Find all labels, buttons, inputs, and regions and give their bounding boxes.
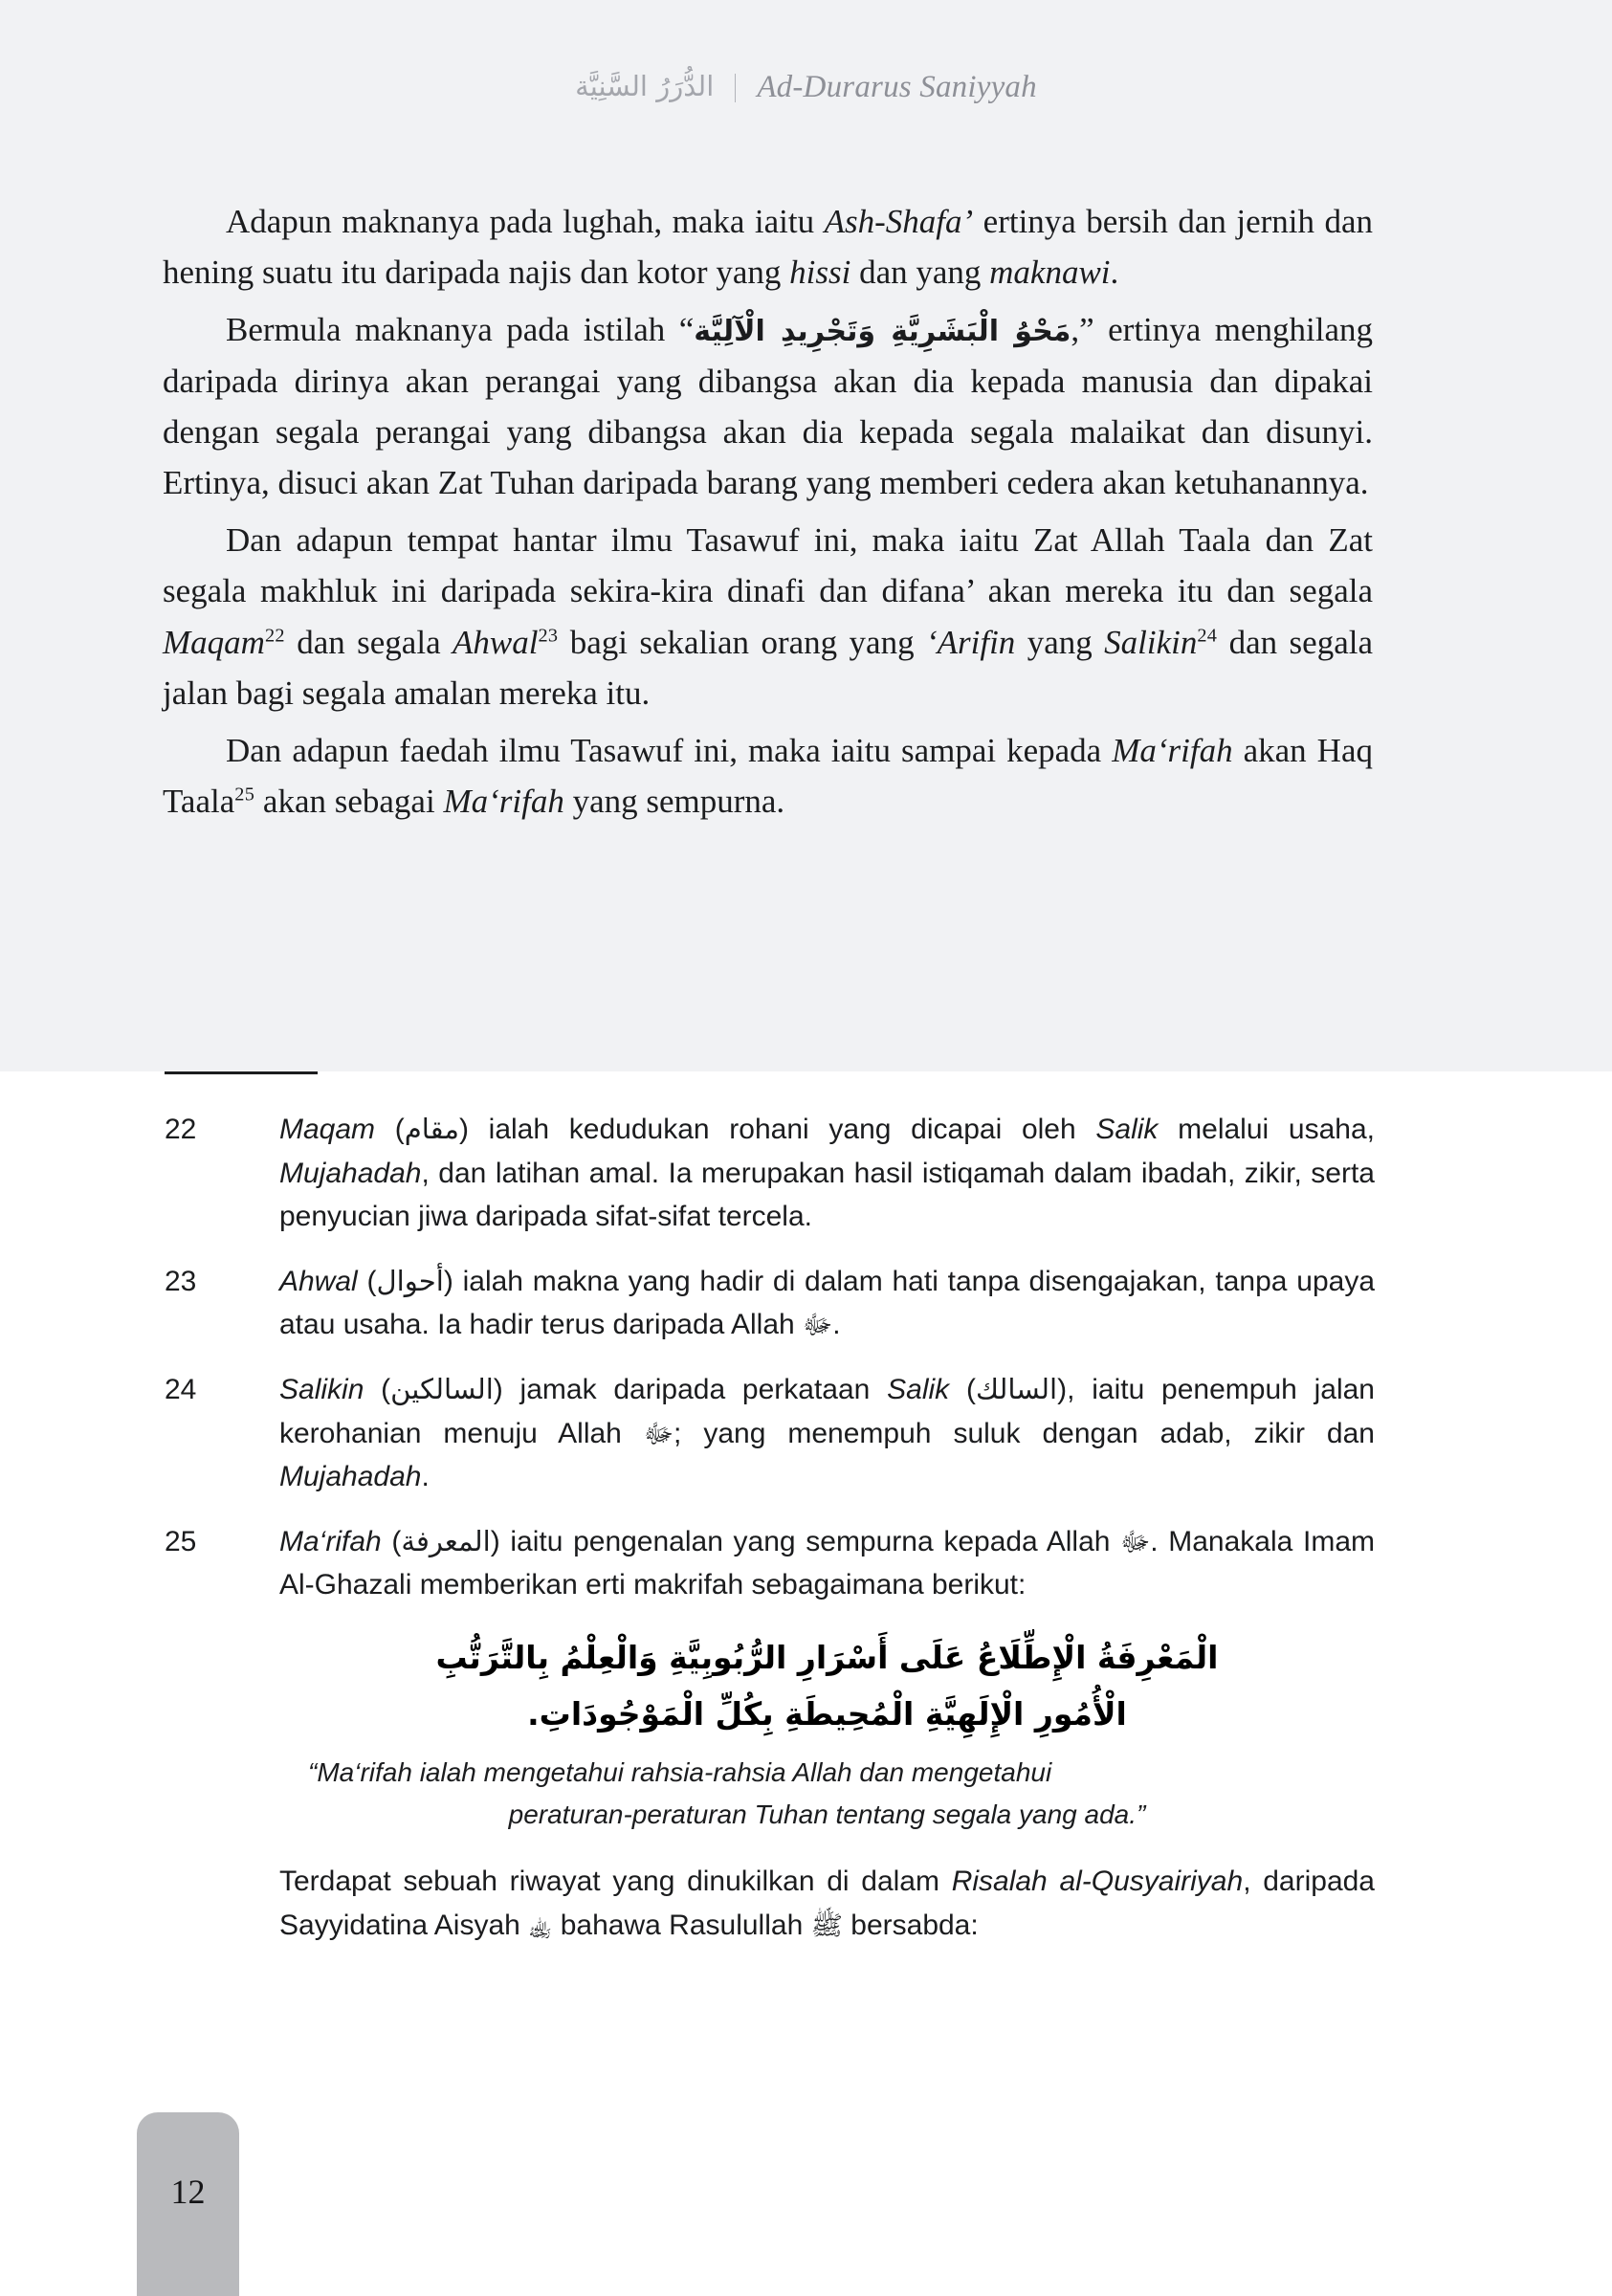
plain-text: bahawa Rasulullah [552, 1909, 811, 1941]
footnote-marker: 23 [538, 624, 559, 646]
quote-translation [165, 1752, 1375, 1835]
plain-text: ) ialah makna yang hadir di dalam hati tanpa disengajakan, tanpa upaya atau usaha. Ia hadir terus daripada Allah [279, 1265, 1376, 1341]
honorific-glyph: ﷻ [643, 1417, 674, 1449]
arabic-quote-line: الْأُمُورِ الْإِلَهِيَّةِ الْمُحِيطَةِ بِكُلِّ الْمَوْجُودَاتِ. [527, 1694, 1127, 1733]
plain-text: ( [364, 1373, 391, 1405]
plain-text: ) iaitu pengenalan yang sempurna kepada Allah [490, 1525, 1121, 1557]
plain-text: . [832, 1309, 841, 1341]
plain-text: . [421, 1461, 430, 1493]
footnote-item [165, 1260, 1375, 1347]
plain-text: ) jamak daripada perkataan [493, 1373, 888, 1405]
honorific-glyph: ﵀ [528, 1909, 553, 1941]
book-arabic-logo: الدُّرَرُ السَّنِيَّة [575, 69, 715, 102]
emphasis-text: Ma‘rifah [1112, 731, 1233, 769]
plain-text: yang sempurna. [563, 783, 785, 821]
page-number: 12 [170, 2173, 206, 2211]
body-text-column [163, 196, 1373, 833]
emphasis-text: Mujahadah [279, 1157, 422, 1189]
footnote-tail-paragraph [165, 1860, 1375, 1947]
footnote-number: 23 [165, 1265, 197, 1297]
honorific-glyph: ﷻ [1120, 1525, 1151, 1557]
emphasis-text: hissi [789, 254, 851, 292]
body-paragraph [163, 196, 1373, 298]
plain-text: bagi sekalian orang yang [558, 623, 926, 661]
honorific-glyph: ﷺ [810, 1909, 843, 1941]
emphasis-text: Salikin [279, 1373, 364, 1405]
plain-text: Dan adapun tempat hantar ilmu Tasawuf ini, maka iaitu Zat Allah Taala dan Zat segala makhluk ini daripada sekira-kira dinafi dan difana’ akan mereka itu dan segala [163, 521, 1373, 610]
page-number-tab [137, 2112, 239, 2296]
plain-text: ,” ertinya menghilang daripada dirinya akan perangai yang dibangsa akan dia kepada manusia dan dipakai dengan segala perangai yang dibangsa akan dia kepada segala malaikat dan disunyi. Ertinya, disuci akan Zat Tuhan daripada barang yang memberi cedera akan ketuhanannya. [163, 311, 1373, 501]
arabic-text: المعرفة [401, 1524, 491, 1557]
arabic-text: السالكين [390, 1372, 494, 1405]
footnote-text [279, 1374, 1375, 1492]
plain-text: dan yang [850, 254, 990, 292]
footnote-number: 25 [165, 1525, 197, 1557]
emphasis-text: Ash-Shafa’ [824, 203, 974, 240]
emphasis-text: Maqam [163, 623, 265, 661]
plain-text: , dan latihan amal. Ia merupakan hasil istiqamah dalam ibadah, zikir, serta penyucian jiwa daripada sifat-sifat tercela. [279, 1157, 1375, 1233]
arabic-quote-line: الْمَعْرِفَةُ الْإِطِّلَاعُ عَلَى أَسْرَارِ الرُّبُوبِيَّةِ وَالْعِلْمُ بِالتَّرَتُّبِ [435, 1638, 1219, 1676]
plain-text: . Manakala Imam Al-Ghazali memberikan erti makrifah sebagaimana berikut: [279, 1525, 1375, 1601]
plain-text: ( [375, 1114, 405, 1145]
footnote-text [279, 1114, 1375, 1232]
emphasis-text: maknawi [989, 254, 1111, 292]
emphasis-text: Salik [887, 1373, 950, 1405]
header-divider-icon [735, 74, 736, 102]
emphasis-text: Maqam [279, 1114, 376, 1145]
emphasis-text: Ahwal [453, 623, 539, 661]
plain-text: ( [357, 1265, 377, 1297]
footnote-number: 24 [165, 1373, 197, 1405]
emphasis-text: Salikin [1104, 623, 1198, 661]
plain-text: dan segala jalan bagi segala amalan mereka itu. [163, 623, 1374, 712]
plain-text: ertinya bersih dan jernih dan hening suatu itu daripada najis dan kotor yang [163, 203, 1374, 292]
plain-text: , daripada Sayyidatina Aisyah [279, 1866, 1375, 1941]
quote-translation-line: peraturan-peraturan Tuhan tentang segala yang ada.” [508, 1799, 1146, 1829]
arabic-text: مَحْوُ الْبَشَرِيَّةِ وَتَجْرِيدِ الْآلِيَّة [694, 315, 1071, 349]
footnote-item [165, 1108, 1375, 1239]
plain-text: Adapun maknanya pada lughah, maka iaitu [226, 203, 825, 240]
plain-text: Bermula maknanya pada istilah “ [226, 311, 695, 349]
plain-text: melalui usaha, [1158, 1114, 1375, 1145]
emphasis-text: Ahwal [279, 1265, 358, 1297]
arabic-text: أحوال [376, 1264, 444, 1297]
emphasis-text: Ma‘rifah [279, 1525, 382, 1557]
plain-text: ), iaitu penempuh jalan kerohanian menuju Allah [279, 1373, 1375, 1449]
honorific-glyph: ﷻ [803, 1309, 833, 1341]
plain-text: akan Haq Taala [163, 731, 1373, 821]
footnote-region [0, 1071, 1612, 2296]
footnote-text [279, 1526, 1375, 1601]
plain-text: bersabda: [842, 1909, 979, 1941]
emphasis-text: Risalah al-Qusyairiyah [951, 1866, 1244, 1898]
plain-text: ; yang menempuh suluk dengan adab, zikir dan [674, 1417, 1375, 1449]
arabic-text: مقام [404, 1113, 459, 1145]
footnote-separator-rule [165, 1071, 318, 1074]
footnote-item [165, 1520, 1375, 1607]
running-header [0, 63, 1612, 111]
body-paragraph [163, 304, 1373, 508]
quote-translation-line: “Ma‘rifah ialah mengetahui rahsia-rahsia Allah dan mengetahui [308, 1757, 1052, 1788]
plain-text: ( [949, 1373, 976, 1405]
footnote-list [165, 1108, 1375, 1947]
emphasis-text: Ma‘rifah [443, 783, 564, 821]
footnote-marker: 22 [264, 624, 285, 646]
body-paragraph [163, 515, 1373, 718]
plain-text: akan sebagai [254, 783, 444, 821]
footnote-item [165, 1368, 1375, 1499]
footnote-marker: 24 [1197, 624, 1218, 646]
plain-text: ( [381, 1525, 402, 1557]
plain-text: ) ialah kedudukan rohani yang dicapai oleh [458, 1114, 1096, 1145]
plain-text: dan segala [284, 623, 453, 661]
arabic-text: السالك [975, 1372, 1058, 1405]
body-paragraph [163, 725, 1373, 827]
emphasis-text: Salik [1095, 1114, 1159, 1145]
emphasis-text: Mujahadah [279, 1461, 422, 1493]
plain-text: Dan adapun faedah ilmu Tasawuf ini, maka iaitu sampai kepada [226, 731, 1113, 769]
arabic-quotation-block [165, 1630, 1375, 1742]
book-title: Ad-Durarus Saniyyah [757, 69, 1037, 104]
emphasis-text: ‘Arifin [925, 623, 1016, 661]
plain-text: . [1110, 254, 1119, 292]
plain-text: Terdapat sebuah riwayat yang dinukilkan di dalam [279, 1866, 952, 1898]
footnote-text [279, 1266, 1375, 1341]
plain-text: yang [1015, 623, 1105, 661]
footnote-number: 22 [165, 1114, 197, 1145]
footnote-marker: 25 [234, 784, 255, 806]
